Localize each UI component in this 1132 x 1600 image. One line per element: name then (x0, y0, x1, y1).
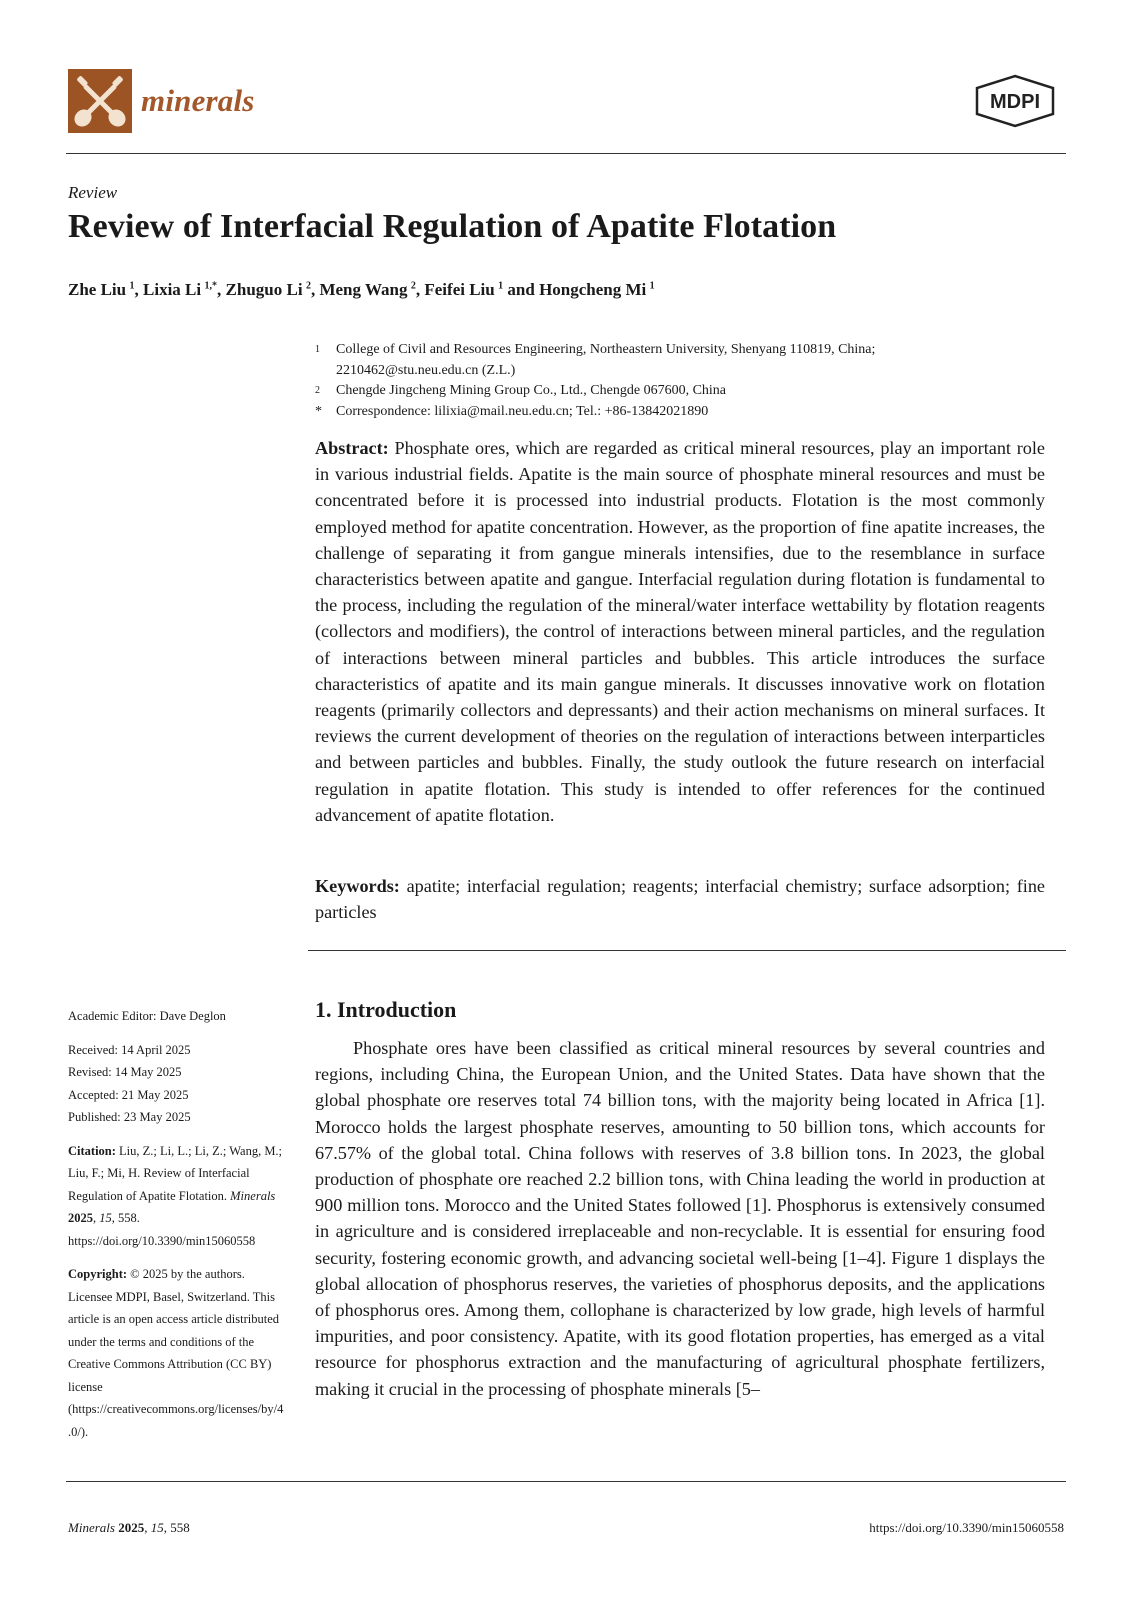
author-affiliation-mark: 1 (498, 280, 504, 292)
citation-year: 2025 (68, 1211, 93, 1225)
article-type: Review (68, 183, 118, 202)
footer-rule (66, 1481, 1066, 1482)
affiliation-mark: * (315, 403, 322, 419)
affiliation-text (336, 340, 875, 381)
correspondence-item (315, 402, 1045, 423)
citation-pages: , 558. (111, 1211, 140, 1225)
correspondence-line[interactable]: Correspondence: lilixia@mail.neu.edu.cn; Tel.: +86-13842021890 (336, 403, 709, 419)
author-separator: , (134, 280, 144, 299)
affiliations (315, 340, 1045, 422)
keywords-label: Keywords: (315, 876, 400, 896)
author-affiliation-mark: 2 (410, 280, 416, 292)
keywords-text: apatite; interfacial regulation; reagents; interfacial chemistry; surface adsorption; fine particles (315, 876, 1046, 923)
author-affiliation-mark: 1 (129, 280, 135, 292)
affiliation-mark: 1 (315, 344, 320, 355)
header-rule (66, 153, 1066, 154)
footer-year: 2025 (118, 1520, 145, 1535)
affiliation-item (315, 340, 1045, 381)
article-title: Review of Interfacial Regulation of Apatite Flotation (68, 208, 837, 245)
author-name[interactable]: Meng Wang (319, 280, 408, 299)
author-name[interactable]: Lixia Li (143, 280, 202, 299)
footer-citation: Minerals 2025, 15, 558 (68, 1520, 190, 1535)
mdpi-logo-text: MDPI (990, 91, 1040, 113)
citation-label: Citation: (68, 1143, 116, 1158)
copyright (68, 1263, 286, 1443)
affiliation-line: College of Civil and Resources Engineering, Northeastern University, Shenyang 110819, China; (336, 342, 876, 357)
article-info-sidebar (68, 1005, 286, 1443)
journal-logo (68, 69, 255, 133)
affiliation-item (315, 381, 1045, 402)
academic-editor: Academic Editor: Dave Deglon (68, 1009, 226, 1023)
author-separator: , (415, 280, 425, 299)
footer-volume: 15 (150, 1520, 164, 1535)
copyright-text: © 2025 by the authors. Licensee MDPI, Basel, Switzerland. This article is an open access article distributed under the terms and conditions of the Creative Commons Attribution (CC BY) license (https://creativecommons.org/licenses/by/4.0/). (68, 1267, 284, 1439)
citation: Citation: Liu, Z.; Li, L.; Li, Z.; Wang, M.; Liu, F.; Mi, H. Review of Interfacial Regulation of Apatite Flotation. Minerals 2025, 15, 558. https://doi.org/10.3390/min15060558 (68, 1143, 283, 1248)
author-list (68, 280, 655, 300)
author-separator: and (503, 280, 540, 299)
journal-name: minerals (141, 83, 255, 118)
crossed-shovels-icon (68, 69, 132, 133)
author-name[interactable]: Feifei Liu (424, 280, 495, 299)
abstract (315, 435, 1045, 828)
section-heading: 1. Introduction (315, 997, 457, 1022)
affiliation-line: Chengde Jingcheng Mining Group Co., Ltd., Chengde 067600, China (336, 383, 727, 398)
footer-journal: Minerals (68, 1520, 115, 1535)
citation-text: Liu, Z.; Li, L.; Li, Z.; Wang, M.; Liu, F.; Mi, H. Review of Interfacial Regulation of Apatite Flotation. (68, 1143, 283, 1203)
affiliation-mark: 2 (315, 385, 320, 396)
author-name[interactable]: Zhuguo Li (225, 280, 303, 299)
keywords (315, 873, 1045, 925)
mdpi-logo (974, 74, 1056, 128)
accepted-date: Accepted: 21 May 2025 (68, 1087, 189, 1102)
abstract-label: Abstract: (315, 438, 389, 458)
abstract-text: Phosphate ores, which are regarded as critical mineral resources, play an important role in various industrial fields. Apatite is the main source of phosphate mineral resources and must be concentrated before it is processed into industrial products. Flotation is the most commonly employed method for apatite concentration. However, as the proportion of fine apatite increases, the challenge of separating it from gangue minerals intensifies, due to the resemblance in surface characteristics between apatite and gangue. Interfacial regulation during flotation is fundamental to the process, including the regulation of the mineral/water interface wettability by flotation reagents (collectors and modifiers), the control of interactions between mineral particles, and the regulation of interactions between mineral particles and bubbles. This article introduces the surface characteristics of apatite and its main gangue minerals. It discusses innovative work on flotation reagents (primarily collectors and depressants) and their action mechanisms on mineral surfaces. It reviews the current development of theories on the regulation of interactions between interparticles and between particles and bubbles. Finally, the study outlook the future research on interfacial regulation in apatite flotation. This study is intended to offer references for the continued advancement of apatite flotation. (315, 438, 1045, 825)
citation-journal: Minerals (230, 1188, 276, 1203)
revised-date: Revised: 14 May 2025 (68, 1065, 182, 1079)
published-date: Published: 23 May 2025 (68, 1110, 191, 1124)
received-date: Received: 14 April 2025 (68, 1042, 191, 1057)
citation-doi-link[interactable]: https://doi.org/10.3390/min15060558 (68, 1233, 256, 1248)
author-affiliation-mark: 2 (305, 280, 311, 292)
affiliation-email[interactable]: 2210462@stu.neu.edu.cn (Z.L.) (336, 362, 516, 378)
author-name[interactable]: Zhe Liu (68, 280, 127, 299)
citation-volume: 15 (99, 1211, 112, 1225)
author-separator: , (217, 280, 226, 299)
author-name[interactable]: Hongcheng Mi (539, 280, 647, 299)
abstract-rule (308, 950, 1066, 951)
footer-article-number: 558 (170, 1520, 190, 1535)
introduction-paragraph: Phosphate ores have been classified as critical mineral resources by several countries and regions, including China, the European Union, and the United States. Data have shown that the global phosphate ore reserves total 74 billion tons, with the majority being located in Africa [1]. Morocco holds the largest phosphate reserves, amounting to 50 billion tons, which accounts for 67.57% of the global total. China follows with reserves of 3.8 billion tons. In 2023, the global production of phosphate ore reached 2.2 billion tons, with China leading the world in production at 900 million tons. Morocco and the United States followed [1]. Phosphorus is extensively consumed in agriculture and is considered irreplaceable and non-recyclable. It is essential for ensuring food security, fostering economic growth, and advancing societal well-being [1–4]. Figure 1 displays the global allocation of phosphorus reserves, the varieties of phosphorus deposits, and the applications of phosphorus ores. Among them, collophane is characterized by low grade, high levels of harmful impurities, and poor consistency. Apatite, with its good flotation properties, has emerged as a vital resource for phosphorus extraction and the manufacturing of agricultural phosphate fertilizers, making it crucial in the processing of phosphate minerals [5– (315, 1038, 1045, 1399)
author-separator: , (310, 280, 320, 299)
footer-doi-link[interactable]: https://doi.org/10.3390/min15060558 (869, 1520, 1064, 1535)
copyright-label: Copyright: (68, 1267, 128, 1281)
author-affiliation-mark: 1 (649, 280, 655, 292)
author-affiliation-mark: 1,* (204, 280, 218, 292)
